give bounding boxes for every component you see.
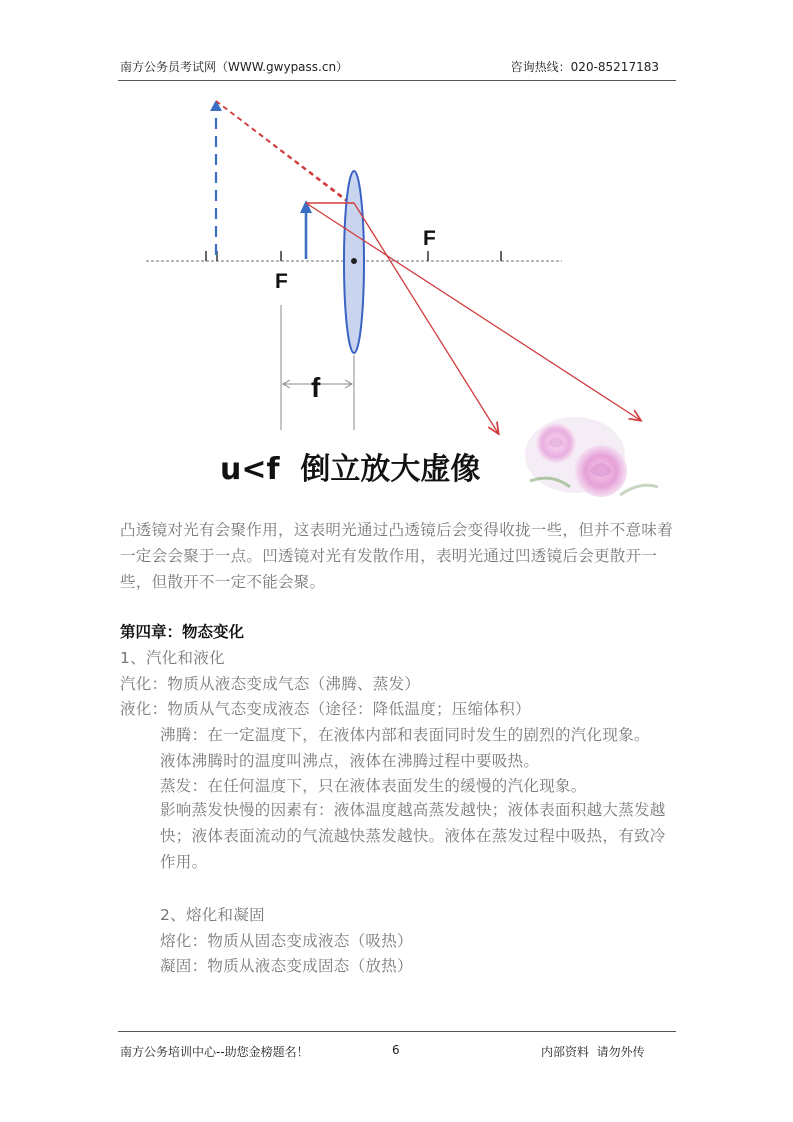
footer-confidential: 内部资料 请勿外传 <box>541 1045 645 1059</box>
evaporation-factors: 影响蒸发快慢的因素有：液体温度越高蒸发越快；液体表面积越大蒸发越快；液体表面流动的气流越快蒸发越快。液体在蒸发过程中吸热，有致冷作用。 <box>160 801 666 871</box>
optical-center <box>351 258 357 264</box>
lens-paragraph: 凸透镜对光有会聚作用，这表明光通过凸透镜后会变得收拢一些，但并不意味着一定会会聚于一点。凹透镜对光有发散作用，表明光通过凹透镜后会更散开一些，但散开不一定不能会聚。 <box>120 521 674 591</box>
section-heading-vaporization: 1、汽化和液化 <box>120 649 225 667</box>
footer-rule <box>118 1031 676 1032</box>
page-number: 6 <box>392 1043 400 1057</box>
header-site-name: 南方公务员考试网（WWW.gwypass.cn） <box>120 60 349 74</box>
rose-decoration <box>525 417 658 497</box>
definition-vaporization: 汽化：物质从液态变成气态（沸腾、蒸发） <box>120 675 421 693</box>
boiling-definition: 沸腾：在一定温度下，在液体内部和表面同时发生的剧烈的汽化现象。 <box>160 726 650 744</box>
section-heading-melting: 2、熔化和凝固 <box>160 906 265 924</box>
definition-solidification: 凝固：物质从液态变成固态（放热） <box>160 957 413 975</box>
definition-liquefaction: 液化：物质从气态变成液态（途径：降低温度；压缩体积） <box>120 700 531 718</box>
footer-slogan: 南方公务培训中心--助您金榜题名！ <box>120 1045 309 1059</box>
evaporation-definition: 蒸发：在任何温度下，只在液体表面发生的缓慢的汽化现象。 <box>160 777 587 795</box>
figure-caption: u<f 倒立放大虚像 <box>220 452 481 487</box>
boiling-point-note: 液体沸腾时的温度叫沸点，液体在沸腾过程中要吸热。 <box>160 752 540 770</box>
virtual-ray-extension <box>216 101 358 210</box>
header-hotline: 咨询热线：020-85217183 <box>510 60 659 74</box>
chapter-title: 第四章：物态变化 <box>120 623 245 641</box>
lens-diagram <box>120 95 668 505</box>
definition-melting: 熔化：物质从固态变成液态（吸热） <box>160 932 413 950</box>
convex-lens-figure <box>120 95 668 505</box>
focal-length-label: f <box>311 372 321 403</box>
header-rule <box>118 80 676 81</box>
focal-point-left-label: F <box>275 270 288 293</box>
focal-point-right-label: F <box>423 227 436 250</box>
